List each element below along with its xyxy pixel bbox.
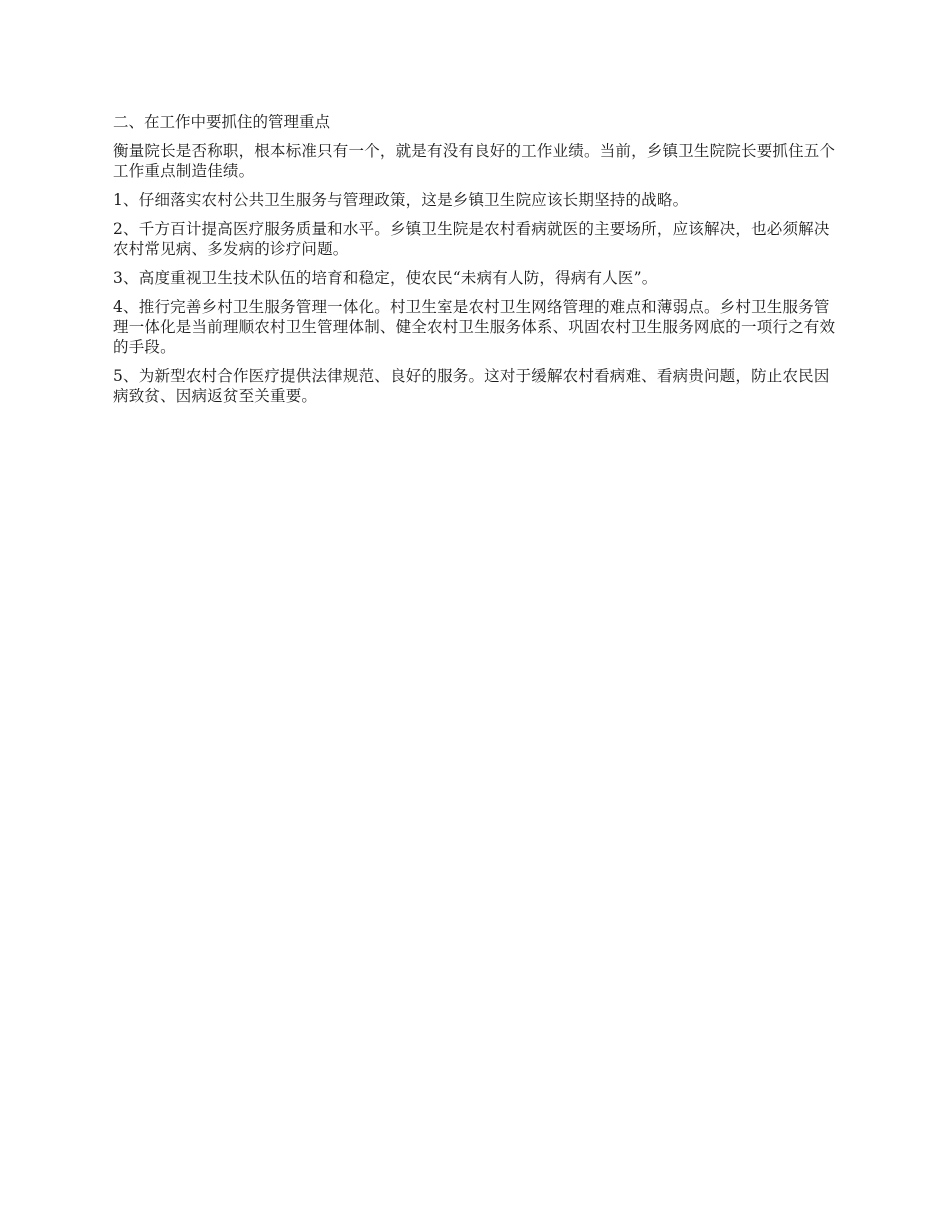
paragraph-point-5: 5、为新型农村合作医疗提供法律规范、良好的服务。这对于缓解农村看病难、看病贵问题，防止农民因病致贫、因病返贫至关重要。 — [113, 367, 830, 405]
paragraph-point-2: 2、千方百计提高医疗服务质量和水平。乡镇卫生院是农村看病就医的主要场所，应该解决，也必须解决农村常见病、多发病的诊疗问题。 — [113, 220, 830, 258]
paragraph-intro: 衡量院长是否称职，根本标准只有一个，就是有没有良好的工作业绩。当前，乡镇卫生院院长要抓住五个工作重点制造佳绩。 — [113, 142, 836, 180]
paragraph-point-4: 4、推行完善乡村卫生服务管理一体化。村卫生室是农村卫生网络管理的难点和薄弱点。乡村卫生服务管理一体化是当前理顺农村卫生管理体制、健全农村卫生服务体系、巩固农村卫生服务网底的一项行之有效的手段。 — [113, 298, 836, 356]
document-page — [113, 112, 843, 415]
paragraph-point-1: 1、仔细落实农村公共卫生服务与管理政策，这是乡镇卫生院应该长期坚持的战略。 — [113, 191, 689, 209]
section-heading: 二、在工作中要抓住的管理重点 — [113, 113, 331, 131]
paragraph-point-3: 3、高度重视卫生技术队伍的培育和稳定，使农民“未病有人防，得病有人医”。 — [113, 269, 658, 287]
